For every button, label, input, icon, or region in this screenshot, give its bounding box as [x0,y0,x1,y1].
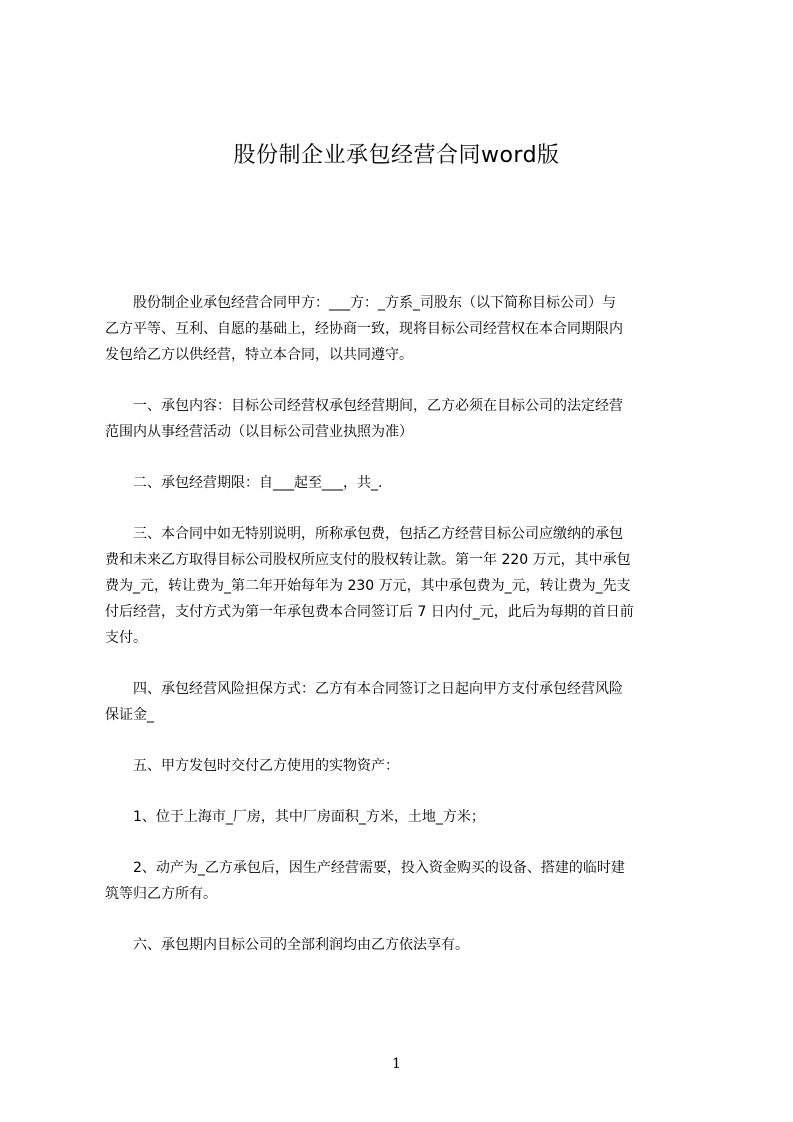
contract-paragraph [105,393,699,445]
document-title: 股份制企业承包经营合同word版 [233,143,560,168]
contract-paragraph [105,470,699,496]
paragraph-line: 乙方平等、互利、自愿的基础上，经协商一致，现将目标公司经营权在本合同期限内 [105,321,623,337]
contract-paragraph [105,753,699,779]
paragraph-line: 筑等归乙方所有。 [105,886,217,902]
paragraph-line: 2、动产为_乙方承包后，因生产经营需要，投入资金购买的设备、搭建的临时建 [105,860,625,876]
paragraph-line: 一、承包内容：目标公司经营权承包经营期间，乙方必须在目标公司的法定经营 [105,398,623,414]
paragraph-line: 四、承包经营风险担保方式：乙方有本合同签订之日起向甲方支付承包经营风险 [105,681,623,697]
paragraph-line: 支付。 [105,630,147,646]
paragraph-line: 费为_元，转让费为_第二年开始每年为 230 万元，其中承包费为_元，转让费为_先支 [105,578,631,594]
paragraph-line: 二、承包经营期限：自___起至___，共_. [105,475,383,491]
paragraph-line: 付后经营，支付方式为第一年承包费本合同签订后 7 日内付_元，此后为每期的首日前 [105,604,634,620]
paragraph-line: 范围内从事经营活动（以目标公司营业执照为准） [105,424,413,440]
contract-paragraph [105,521,699,651]
paragraph-line: 1、位于上海市_厂房，其中厂房面积_方米，土地_方米； [105,809,485,825]
paragraph-line: 六、承包期内目标公司的全部利润均由乙方依法享有。 [105,937,469,953]
paragraph-line: 股份制企业承包经营合同甲方：___方：_方系_司股东（以下简称目标公司）与 [105,295,616,311]
paragraph-line: 费和未来乙方取得目标公司股权所应支付的股权转让款。第一年 220 万元，其中承包 [105,552,631,568]
paragraph-line: 五、甲方发包时交付乙方使用的实物资产： [105,758,399,774]
contract-paragraph [105,855,699,907]
contract-paragraph [105,804,699,830]
contract-paragraph [105,290,699,368]
paragraph-line: 发包给乙方以供经营，特立本合同，以共同遵守。 [105,347,413,363]
contract-paragraph [105,932,699,958]
paragraph-line: 三、本合同中如无特别说明，所称承包费，包括乙方经营目标公司应缴纳的承包 [105,526,623,542]
document-body [105,290,699,983]
page-number: 1 [392,1056,401,1072]
contract-paragraph [105,676,699,728]
paragraph-line: 保证金_ [105,707,154,723]
